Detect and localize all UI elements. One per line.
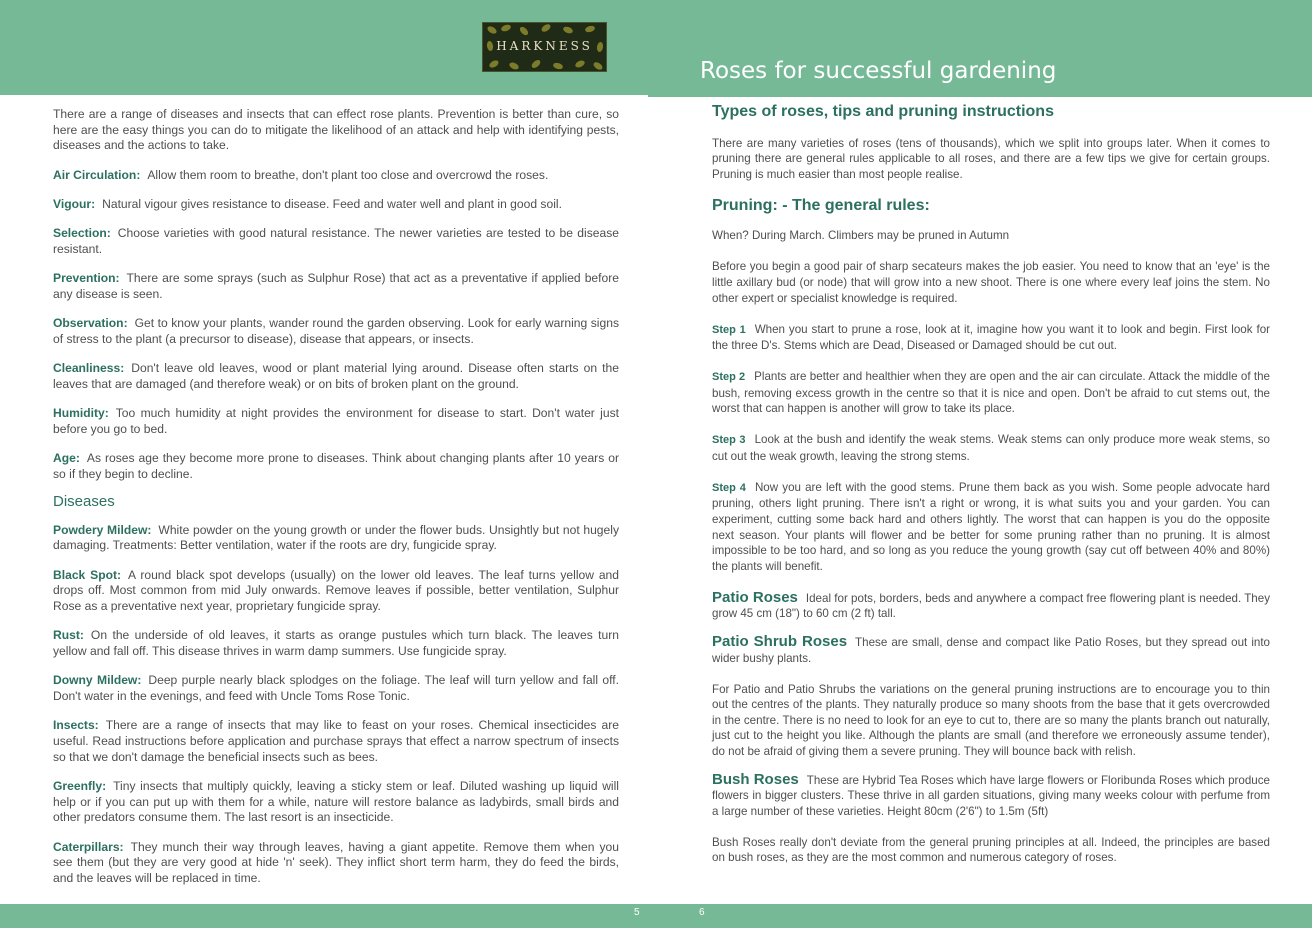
tip-item-text: Don't leave old leaves, wood or plant material lying around. Disease often starts on the leaves that are damaged (and therefore weak) or on bits of broken plant on the ground. — [53, 361, 619, 391]
disease-item-text: A round black spot develops (usually) on the lower old leaves. The leaf turns yellow and drops off. Most common from mid July onwards. Remove leaves if possible, better ventilation, Sulphur Rose as a preventative next year, proprietary fungicide spray. — [53, 567, 620, 614]
disease-item-term: Powdery Mildew: — [53, 522, 152, 537]
page-number-right: 6 — [699, 907, 705, 918]
tip-item — [53, 316, 619, 347]
step-item-term: Step 3 — [712, 434, 746, 447]
step-item — [712, 369, 1270, 417]
harkness-logo — [482, 22, 607, 72]
step-item-term: Step 4 — [712, 481, 746, 494]
disease-item-term: Downy Mildew: — [53, 673, 142, 688]
disease-item-text: On the underside of old leaves, it starts as orange pustules which turn black. The leaves turn yellow and fall off. This disease thrives in warm damp summers. Use fungicide spray. — [53, 628, 619, 659]
disease-item-term: Rust: — [53, 628, 84, 643]
disease-item-term: Insects: — [53, 718, 99, 733]
tip-item — [53, 361, 619, 392]
bush-roses-text: These are Hybrid Tea Roses which have large flowers or Floribunda Roses which produce flowers in bigger clusters. These thrive in all garden situations, giving many weeks colour with perfume from a large number of these varieties. Height 80cm (2'6") to 1.5m (5ft) — [712, 773, 1270, 818]
disease-item — [53, 840, 619, 887]
prevention-tips — [53, 168, 619, 483]
page-number-left: 5 — [634, 907, 640, 918]
patio-shrub-roses-paragraph — [712, 634, 1270, 666]
disease-item-text: Deep purple nearly black splodges on the foliage. The leaf will turn yellow and fall off. Don't water in the evenings, and feed with Uncle Toms Rose Tonic. — [53, 673, 620, 703]
patio-shrub-roses-term: Patio Shrub Roses — [712, 632, 848, 650]
disease-item-term: Caterpillars: — [53, 839, 124, 854]
tip-item — [53, 168, 619, 184]
tip-item-term: Air Circulation: — [53, 167, 141, 182]
disease-item-text: They munch their way through leaves, having a giant appetite. Remove them when you see them (but they are very good at hide 'n' seek). They inflict short term harm, they do feed the birds, and the leaves will be replaced in time. — [53, 839, 619, 885]
tip-item-term: Humidity: — [53, 406, 109, 421]
step-item-text: Plants are better and healthier when they are open and the air can circulate. Attack the middle of the bush, removing excess growth in the centre so that it is nice and open. Don't be afraid to cut stems out, the worst that can happen is another will grow to take its place. — [712, 370, 1270, 416]
step-item-text: Look at the bush and identify the weak stems. Weak stems can only produce more weak stems, so cut out the weak growth, leaving the strong stems. — [712, 433, 1270, 463]
logo-text: HARKNESS — [496, 39, 593, 53]
tip-item-term: Age: — [53, 451, 80, 466]
tip-item-term: Prevention: — [53, 271, 120, 286]
patio-pruning-paragraph: For Patio and Patio Shrubs the variations on the general pruning instructions are to encourage you to thin out the centres of the plants. They naturally produce so many shoots from the base that it gets overcrowded in the centre. There is no need to look for an eye to cut to, there are so many the plants branch out naturally, just cut to the height you like. Although the plants are small (and therefore we erroneously assume tender), do not be afraid of giving them a severe pruning. They will bounce back with relish. — [712, 682, 1270, 758]
step-item — [712, 480, 1270, 575]
page-title: Roses for successful gardening — [700, 58, 1057, 84]
step-item-text: Now you are left with the good stems. Prune them back as you wish. Some people advocate hard pruning, others light pruning. There isn't a right or wrong, it is what suits you and your garden. You can experiment, cutting some back hard and others lightly. The worst that can happen is you do the opposite next season. Your plants will flower and be better for some pruning rather than no pruning. It is almost impossible to be too hard, and so long as you reduce the young growth (say cut off between 40% and 80%) the plants will benefit. — [712, 480, 1270, 573]
disease-item-text: White powder on the young growth or under the flower buds. Unsightly but not hugely damaging. Treatments: Better ventilation, water if the roots are dry, fungicide spray. — [53, 522, 619, 553]
step-item — [712, 322, 1270, 354]
pruning-heading: Pruning: - The general rules: — [712, 196, 930, 214]
patio-roses-paragraph — [712, 590, 1270, 622]
types-heading: Types of roses, tips and pruning instructions — [712, 103, 1054, 120]
disease-item — [53, 628, 619, 659]
before-paragraph: Before you begin a good pair of sharp secateurs makes the job easier. You need to know that an 'eye' is the little axillary bud (or node) that will grow into a new shoot. There is one where every leaf joins the stem. No other expert or specialist knowledge is required. — [712, 260, 1270, 305]
tip-item-text: There are some sprays (such as Sulphur Rose) that act as a preventative if applied before any disease is seen. — [53, 271, 619, 301]
step-item — [712, 432, 1270, 464]
tip-item — [53, 271, 619, 302]
disease-item-term: Black Spot: — [53, 567, 122, 582]
tip-item-text: Natural vigour gives resistance to disease. Feed and water well and plant in good soil. — [102, 196, 562, 211]
diseases-list — [53, 523, 619, 886]
disease-item — [53, 718, 619, 765]
diseases-heading: Diseases — [53, 493, 115, 511]
tip-item-text: As roses age they become more prone to diseases. Think about changing plants after 10 years or so if they begin to decline. — [53, 451, 619, 481]
disease-item — [53, 523, 619, 554]
tip-item — [53, 406, 619, 437]
tip-item-text: Allow them room to breathe, don't plant too close and overcrowd the roses. — [147, 167, 549, 182]
tip-item-term: Vigour: — [53, 196, 96, 211]
disease-item-text: Tiny insects that multiply quickly, leaving a sticky stem or leaf. Diluted washing up liquid will help or if you can put up with them for a while, nature will restore balance as ladybirds, small birds and other predators consume them. The last resort is an insecticide. — [53, 778, 619, 825]
tip-item — [53, 197, 619, 213]
disease-item — [53, 779, 619, 826]
tip-item-text: Too much humidity at night provides the environment for disease to start. Don't water just before you go to bed. — [53, 406, 619, 436]
tip-item-text: Get to know your plants, wander round the garden observing. Look for early warning signs of stress to the plant (a precursor to disease), disease that appears, or insects. — [53, 316, 619, 346]
tip-item-term: Selection: — [53, 226, 111, 241]
tip-item-text: Choose varieties with good natural resistance. The newer varieties are tested to be disease resistant. — [53, 226, 619, 256]
disease-item — [53, 568, 619, 615]
step-item-text: When you start to prune a rose, look at it, imagine how you want it to look and begin. First look for the three D's. Stems which are Dead, Diseased or Damaged should be cut out. — [712, 322, 1270, 353]
patio-roses-term: Patio Roses — [712, 588, 798, 606]
patio-roses-text: Ideal for pots, borders, beds and anywhere a compact free flowering plant is needed. They grow 45 cm (18") to 60 cm (2 ft) tall. — [712, 591, 1270, 621]
types-paragraph: There are many varieties of roses (tens of thousands), which we split into groups later. When it comes to pruning there are general rules applicable to all roses, and there are a few tips we give for certain groups. Pruning is much easier than most people realise. — [712, 136, 1270, 181]
disease-item-term: Greenfly: — [53, 778, 107, 793]
bush-roses-paragraph — [712, 772, 1270, 820]
tip-item — [53, 451, 619, 482]
step-item-term: Step 1 — [712, 323, 746, 336]
left-column — [53, 107, 619, 900]
intro-paragraph: There are a range of diseases and insects that can effect rose plants. Prevention is better than cure, so here are the easy things you can do to mitigate the likelihood of an attack and help with identifying pests, diseases and the actions to take. — [53, 107, 619, 153]
step-item-term: Step 2 — [712, 371, 746, 384]
disease-item-text: There are a range of insects that may like to feast on your roses. Chemical insecticides are useful. Read instructions before application and purchase sprays that effect a narrow spectrum of insects so that we don't damage the beneficial insects such as bees. — [53, 718, 619, 764]
patio-shrub-roses-text: These are small, dense and compact like Patio Roses, but they spread out into wider bushy plants. — [712, 635, 1271, 665]
when-paragraph: When? During March. Climbers may be pruned in Autumn — [712, 229, 1010, 243]
right-column — [712, 104, 1270, 881]
bush-pruning-paragraph: Bush Roses really don't deviate from the general pruning principles at all. Indeed, the principles are based on bush roses, as they are the most common and numerous category of roses. — [712, 835, 1270, 865]
pruning-steps — [712, 322, 1270, 575]
disease-item — [53, 673, 619, 704]
tip-item-term: Cleanliness: — [53, 361, 125, 376]
bush-roses-term: Bush Roses — [712, 770, 799, 788]
tip-item — [53, 226, 619, 257]
footer-band — [0, 904, 1312, 928]
tip-item-term: Observation: — [53, 316, 128, 331]
